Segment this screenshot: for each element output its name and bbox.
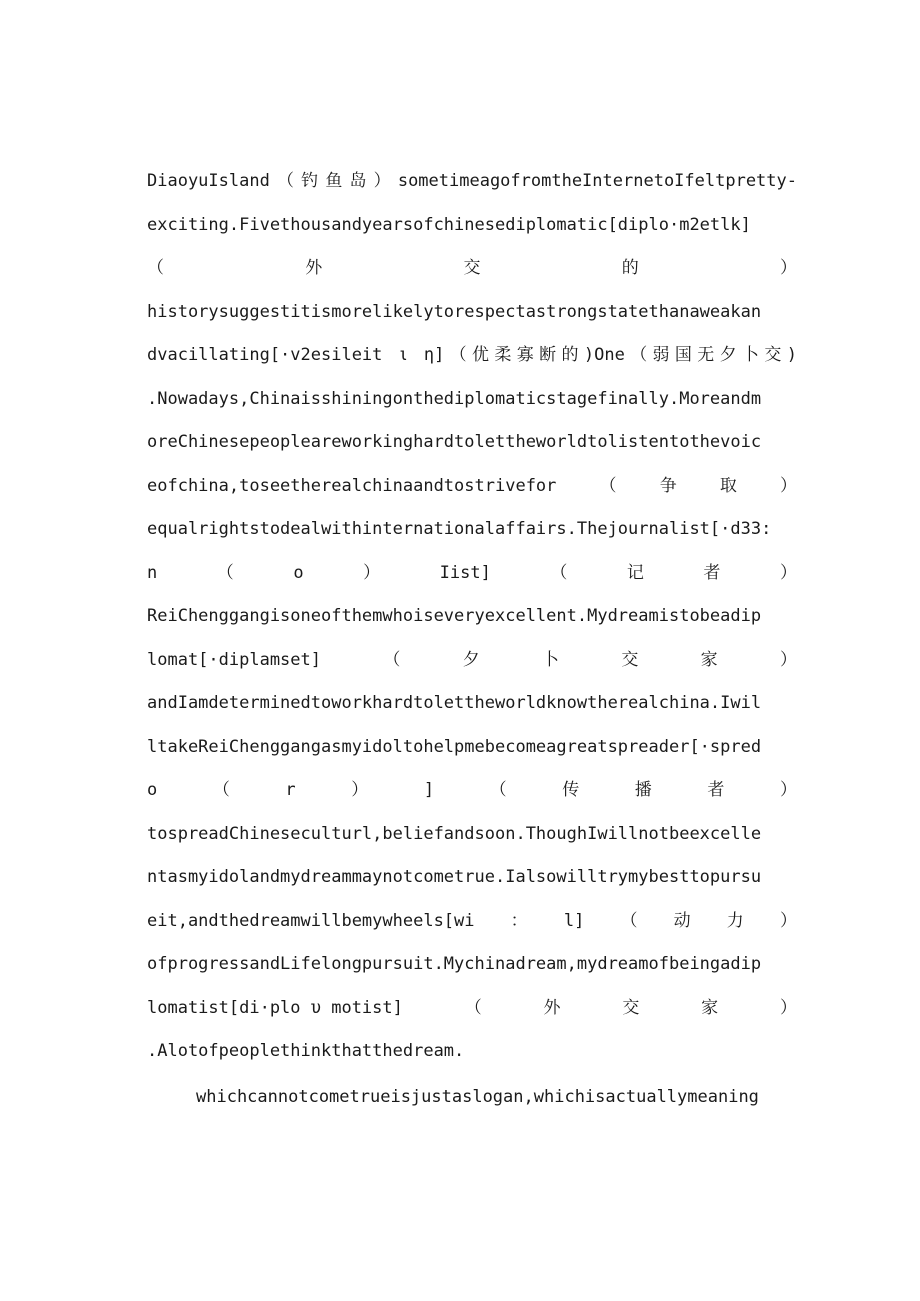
line-token: 的 bbox=[621, 258, 639, 278]
line-token: 取 bbox=[719, 475, 737, 496]
line-token: 交 bbox=[463, 258, 481, 278]
line-token: ] bbox=[423, 780, 435, 800]
line-token: 外 bbox=[543, 997, 561, 1018]
text-line bbox=[147, 253, 797, 283]
text-line: equalrightstodealwithinternationalaffairs.Thejournalist[·d33: bbox=[147, 519, 772, 539]
line-token: ） bbox=[363, 562, 381, 583]
line-token: （ bbox=[383, 649, 401, 670]
text-line bbox=[147, 775, 797, 805]
line-token: （ bbox=[599, 475, 617, 496]
line-token: ） bbox=[779, 562, 797, 583]
line-token: eofchina,toseetherealchinaandtostrivefor bbox=[147, 475, 557, 496]
line-token: ） bbox=[779, 910, 797, 931]
line-token: （ bbox=[216, 562, 234, 583]
line-token: （ bbox=[620, 910, 638, 931]
text-line: andIamdeterminedtoworkhardtolettheworldknowtherealchina.Iwil bbox=[147, 693, 762, 713]
line-token: 传 bbox=[562, 780, 580, 800]
paragraph-first-line: whichcannotcometrueisjustaslogan,whichisactuallymeaning bbox=[196, 1086, 759, 1107]
text-line bbox=[147, 906, 797, 936]
line-token: 争 bbox=[659, 475, 677, 496]
line-token: 动 bbox=[673, 910, 691, 931]
text-line: historysuggestitismorelikelytorespectastrongstatethanaweakan bbox=[147, 301, 762, 322]
line-token: ） bbox=[780, 258, 797, 278]
line-token: n bbox=[147, 562, 158, 583]
text-line: exciting.Fivethousandyearsofchinesediplomatic[diplo·m2etlk] bbox=[147, 214, 751, 235]
line-token: 力 bbox=[726, 910, 744, 931]
line-token: 夕 bbox=[462, 649, 480, 670]
line-token: （ bbox=[550, 562, 568, 583]
line-token: ： bbox=[510, 910, 528, 931]
line-token: Iist] bbox=[439, 562, 491, 583]
line-token: 家 bbox=[700, 649, 718, 670]
line-token: ） bbox=[779, 649, 797, 670]
line-token: r bbox=[285, 780, 296, 800]
text-line bbox=[147, 645, 797, 675]
line-token: ） bbox=[779, 475, 797, 496]
text-line: ofprogressandLifelongpursuit.Mychinadream,mydreamofbeingadip bbox=[147, 954, 762, 974]
line-token: eit,andthedreamwillbemywheels[wi bbox=[147, 910, 475, 931]
line-token: 卜 bbox=[541, 649, 559, 670]
line-token: （ bbox=[147, 258, 164, 278]
line-token: l] bbox=[563, 910, 585, 931]
line-token: 者 bbox=[707, 780, 725, 800]
line-token: lomat[·diplamset] bbox=[147, 649, 321, 670]
line-token: 者 bbox=[703, 562, 721, 583]
line-token: 家 bbox=[701, 997, 719, 1018]
text-line bbox=[147, 558, 797, 588]
text-line: dvacillating[·v2esileit ι η]（优柔寡断的)One（弱国无夕卜交) bbox=[147, 345, 797, 365]
line-token: ） bbox=[779, 997, 797, 1018]
line-token: （ bbox=[464, 997, 482, 1018]
text-line: ntasmyidolandmydreammaynotcometrue.Ialsowilltrymybesttopursu bbox=[147, 867, 762, 887]
line-token: 播 bbox=[634, 780, 652, 800]
line-token: ） bbox=[779, 780, 797, 800]
line-token: 交 bbox=[622, 997, 640, 1018]
text-line: oreChinesepeopleareworkinghardtolettheworldtolistentothevoic bbox=[147, 432, 762, 452]
line-token: 外 bbox=[305, 258, 323, 278]
text-line bbox=[147, 993, 797, 1023]
line-token: （ bbox=[489, 780, 507, 800]
text-line: DiaoyuIsland（钓鱼岛）sometimeagofromtheInternetoIfeltpretty- bbox=[147, 171, 797, 191]
line-token: o bbox=[147, 780, 158, 800]
line-token: 记 bbox=[626, 562, 644, 583]
text-line: tospreadChineseculturl,beliefandsoon.ThoughIwillnotbeexcelle bbox=[147, 823, 762, 844]
line-token: o bbox=[293, 562, 304, 583]
line-token: lomatist[di·plo υ motist] bbox=[147, 997, 403, 1018]
text-line: .Nowadays,Chinaisshiningonthediplomaticstagefinally.Moreandm bbox=[147, 388, 762, 409]
text-line: .Alotofpeoplethinkthatthedream. bbox=[147, 1041, 465, 1061]
line-token: （ bbox=[212, 780, 230, 800]
text-line: ReiChenggangisoneofthemwhoiseveryexcellent.Mydreamistobeadip bbox=[147, 606, 762, 626]
text-line: ltakeReiChenggangasmyidoltohelpmebecomeagreatspreader[·spred bbox=[147, 736, 762, 757]
line-token: 交 bbox=[621, 649, 639, 670]
text-line bbox=[147, 471, 797, 501]
line-token: ） bbox=[351, 780, 369, 800]
